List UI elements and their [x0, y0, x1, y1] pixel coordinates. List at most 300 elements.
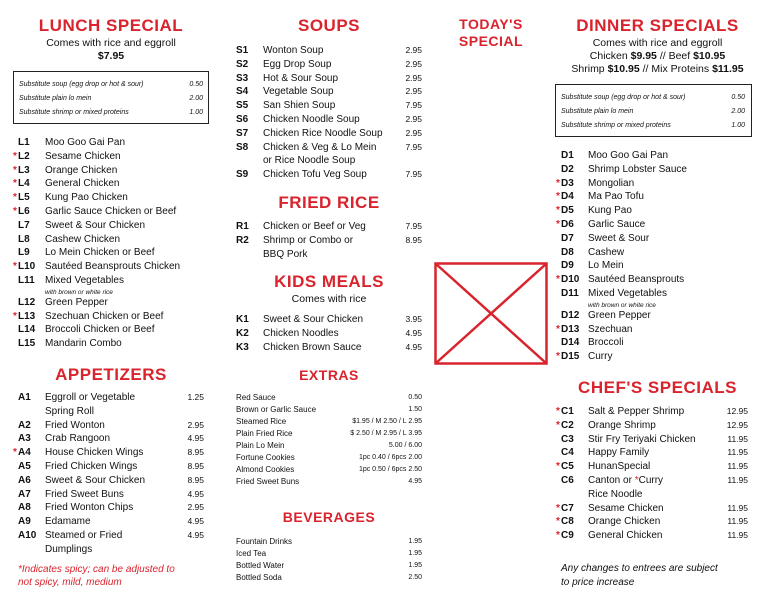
menu-item-row: [18, 419, 204, 433]
extra-price: 5.00 / 6.00: [388, 442, 422, 449]
item-name: [45, 136, 208, 150]
menu-item-row: [236, 313, 422, 327]
item-code-text: A4: [18, 447, 31, 459]
item-code-text: S2: [236, 58, 249, 70]
item-name: [588, 323, 756, 337]
item-price: 4.95: [187, 433, 204, 444]
item-price: 7.95: [405, 169, 422, 180]
extra-name: Plain Lo Mein: [236, 441, 285, 450]
item-code: [561, 309, 588, 323]
extra-row: [236, 416, 422, 428]
item-code-text: K2: [236, 327, 249, 339]
extra-row: [236, 404, 422, 416]
item-code-text: R2: [236, 234, 249, 246]
kids-subtitle: Comes with rice: [291, 293, 367, 305]
spicy-star: *: [13, 310, 17, 322]
item-code: [561, 446, 588, 460]
menu-item-row: [556, 502, 748, 516]
lunch-sub-row: Substitute soup (egg drop or hot & sour) 0.50: [19, 81, 203, 88]
menu-item-row: [18, 391, 204, 419]
menu-item-row: [18, 488, 204, 502]
item-name: [45, 474, 187, 488]
spicy-star: *: [556, 461, 560, 473]
item-code-text: L10: [18, 261, 36, 273]
menu-item-row: [556, 323, 756, 337]
item-price: 2.95: [405, 72, 422, 83]
item-name-text: House Chicken Wings: [45, 447, 144, 459]
item-code-text: L11: [18, 275, 35, 286]
menu-item-row: [18, 515, 204, 529]
item-code: [561, 433, 588, 447]
item-name-text: Fried Wonton Chips: [45, 502, 134, 514]
item-code: [236, 234, 263, 262]
item-name: [588, 204, 756, 218]
item-code-text: D11: [561, 288, 579, 299]
item-name-text: Crab Rangoon: [45, 433, 111, 445]
item-price: 12.95: [726, 419, 748, 430]
item-code: [236, 72, 263, 86]
menu-item-row: [18, 432, 204, 446]
item-name: [588, 232, 756, 246]
item-name-text: Chicken & Veg & Lo Mein: [263, 141, 377, 153]
spicy-star: *: [13, 447, 17, 459]
item-name-text: Chicken Noodles: [263, 327, 339, 339]
extra-name: Fortune Cookies: [236, 453, 295, 462]
spicy-star: *: [556, 419, 560, 431]
item-code: [556, 323, 588, 337]
item-name: [263, 220, 405, 234]
spicy-star: *: [556, 406, 560, 417]
item-code-text: C5: [561, 461, 574, 473]
item-name-line2: Spring Roll: [45, 405, 94, 417]
item-name: [45, 515, 187, 529]
item-code-text: A2: [18, 419, 31, 431]
beverages-title: BEVERAGES: [282, 509, 376, 525]
spicy-star: *: [556, 205, 560, 217]
item-name: [263, 313, 405, 327]
item-name-text: Curry: [588, 351, 613, 363]
extra-name: Iced Tea: [236, 549, 267, 558]
dinner-price-line1: Chicken $9.95 // Beef $10.95: [589, 50, 726, 62]
menu-item-row: [236, 72, 422, 86]
item-code-text: L15: [18, 338, 36, 350]
item-code-text: L2: [18, 150, 30, 162]
extra-name: Brown or Garlic Sauce: [236, 405, 317, 414]
item-code-text: S5: [236, 100, 249, 112]
item-price: 2.95: [405, 45, 422, 55]
item-code-text: K1: [236, 314, 249, 325]
item-price: 7.95: [405, 221, 422, 231]
menu-item-row: [556, 350, 756, 364]
item-name-text: Mixed Vegetables: [45, 275, 124, 286]
item-price: 11.95: [727, 516, 748, 527]
menu-item-row: [561, 446, 748, 460]
item-name-text: Orange Chicken: [588, 516, 661, 528]
item-name: [588, 190, 756, 204]
menu-item-row: [561, 433, 748, 447]
item-code: [236, 113, 263, 127]
item-code: [13, 260, 45, 274]
item-code: [561, 246, 588, 260]
lunch-price: $7.95: [97, 50, 125, 62]
item-code: [236, 58, 263, 72]
item-name-line2: Rice Noodle: [588, 488, 643, 500]
item-name-text: Sesame Chicken: [588, 502, 664, 514]
item-name-text: Chicken Brown Sauce: [263, 341, 362, 353]
item-name: [263, 127, 405, 141]
item-code-text: C3: [561, 433, 574, 445]
item-code-text: L5: [18, 192, 30, 204]
item-name: [45, 460, 187, 474]
item-price: 11.95: [727, 433, 748, 444]
extra-price: 1.95: [408, 538, 422, 545]
item-name-text: Ma Pao Tofu: [588, 191, 644, 203]
item-code: [18, 233, 45, 247]
spicy-star: *: [556, 530, 560, 542]
menu-item-row: [236, 141, 422, 169]
extra-row: [236, 452, 422, 464]
menu-item-row: [13, 260, 208, 274]
item-name-line2: Dumplings: [45, 543, 93, 555]
item-price: 7.95: [405, 100, 422, 111]
menu-item-row: [18, 296, 208, 310]
item-code-text: D8: [561, 246, 574, 258]
extra-price: 4.95: [408, 478, 422, 485]
item-name: [588, 446, 727, 460]
item-name: [588, 515, 727, 529]
menu-item-row: [236, 220, 422, 234]
item-code-text: D9: [561, 260, 574, 272]
item-name: [588, 350, 756, 364]
spicy-star: *: [556, 274, 560, 286]
dinner-price-line2: Shrimp $10.95 // Mix Proteins $11.95: [571, 63, 744, 75]
menu-item-row: [556, 273, 756, 287]
item-code-text: C8: [561, 516, 574, 528]
item-name: [588, 246, 756, 260]
item-name: [263, 44, 405, 58]
item-code-text: L6: [18, 206, 30, 217]
extra-name: Bottled Water: [236, 561, 285, 570]
item-name-text: Broccoli Chicken or Beef: [45, 324, 155, 336]
menu-item-row: [18, 474, 204, 488]
menu-item-row: [561, 336, 756, 350]
item-code-text: S4: [236, 86, 249, 98]
menu-item-row: [13, 150, 208, 164]
extra-price: 2.50: [408, 574, 422, 581]
menu-item-row: [236, 168, 422, 182]
item-name-text: Sweet & Sour Chicken: [45, 474, 146, 486]
item-name: [45, 219, 208, 233]
item-price: 4.95: [405, 341, 422, 352]
item-name-text: Steamed or Fried: [45, 530, 123, 541]
item-code-text: D1: [561, 150, 574, 161]
item-code-text: L3: [18, 164, 30, 176]
item-name-text: Garlic Sauce Chicken or Beef: [45, 206, 177, 217]
item-name-text: Moo Goo Gai Pan: [588, 150, 669, 161]
chefs-title: CHEF'S SPECIALS: [578, 378, 737, 397]
menu-item-row: [556, 204, 756, 218]
spicy-note-line1: *Indicates spicy; can be adjusted to: [18, 564, 175, 575]
item-name-text: Cashew Chicken: [45, 233, 121, 245]
item-code-text: D14: [561, 337, 580, 349]
item-code: [236, 99, 263, 113]
item-name-text: Lo Mein Chicken or Beef: [45, 247, 155, 259]
item-price: 11.95: [727, 475, 748, 485]
item-name: [588, 149, 756, 163]
item-name-text: Mandarin Combo: [45, 338, 122, 350]
menu-item-row: [556, 529, 748, 543]
item-code: [556, 460, 588, 474]
item-code-text: C7: [561, 502, 574, 514]
item-code-text: L1: [18, 137, 30, 148]
item-code-text: A1: [18, 392, 31, 403]
menu-item-row: [561, 309, 756, 323]
placeholder-image-icon: [434, 262, 548, 365]
spicy-star: *: [13, 261, 17, 273]
fried-rice-title: FRIED RICE: [278, 193, 380, 212]
item-name: [588, 309, 756, 323]
spicy-star: *: [556, 219, 560, 230]
item-code-text: D7: [561, 232, 574, 244]
item-code-text: L12: [18, 296, 36, 308]
menu-item-row: [18, 219, 208, 233]
item-price: 12.95: [726, 406, 748, 416]
item-name: [263, 168, 405, 182]
item-code: [236, 141, 263, 169]
menu-item-row: [18, 136, 208, 150]
extra-price: $ 2.50 / M 2.95 / L 3.95: [350, 430, 422, 437]
item-name-text: Szechuan: [588, 323, 633, 335]
item-note: with brown or white rice: [588, 301, 656, 309]
spicy-star: *: [13, 178, 17, 190]
item-code: [236, 127, 263, 141]
extra-name: Red Sauce: [236, 393, 276, 402]
item-name-text: Sweet & Sour: [588, 232, 650, 244]
item-price: 11.95: [727, 447, 748, 458]
item-code: [556, 502, 588, 516]
item-price: 8.95: [187, 447, 204, 458]
item-code-text: C1: [561, 406, 574, 417]
menu-item-row: [556, 460, 748, 474]
item-name: [263, 85, 405, 99]
menu-item-row: [18, 460, 204, 474]
item-name-text: Fried Wonton: [45, 419, 105, 431]
item-code: [18, 460, 45, 474]
menu-item-row: [556, 419, 748, 433]
item-code-text: D13: [561, 323, 580, 335]
item-name: [588, 474, 727, 502]
menu-item-row: [561, 163, 756, 177]
item-name-text: Kung Pao: [588, 205, 632, 217]
menu-item-row: [236, 85, 422, 99]
item-name: [263, 58, 405, 72]
item-name-text: Sesame Chicken: [45, 150, 121, 162]
menu-item-row: [18, 337, 208, 351]
item-name: [45, 391, 187, 419]
extra-row: [236, 548, 422, 560]
item-code-text: S6: [236, 114, 249, 125]
item-code: [556, 405, 588, 419]
spicy-star: *: [556, 177, 560, 189]
item-code: [13, 164, 45, 178]
item-name-text: Mongolian: [588, 177, 635, 189]
item-name: [588, 218, 756, 232]
item-code-text: C9: [561, 530, 574, 542]
item-code-text: D2: [561, 163, 574, 175]
item-name: [45, 419, 187, 433]
item-name: [45, 529, 187, 557]
item-name-text: Canton or: [588, 475, 635, 486]
item-name-text: Cashew: [588, 246, 625, 258]
item-code: [18, 246, 45, 260]
item-name-text: Kung Pao Chicken: [45, 192, 128, 204]
item-name-text: Garlic Sauce: [588, 219, 646, 230]
item-name: [588, 177, 756, 191]
extra-name: Fried Sweet Buns: [236, 477, 300, 486]
item-price: 11.95: [727, 461, 748, 472]
item-code: [18, 219, 45, 233]
item-name: [263, 341, 405, 355]
item-code-text: A9: [18, 516, 31, 528]
extra-price: 1.95: [408, 562, 422, 569]
item-name-line2: BBQ Pork: [263, 248, 308, 260]
extra-row: [236, 464, 422, 476]
menu-item-row: [13, 205, 208, 219]
spicy-star: *: [556, 516, 560, 528]
item-code-text: L8: [18, 233, 30, 245]
item-name: [588, 273, 756, 287]
item-name-text: Fried Sweet Buns: [45, 488, 124, 500]
extra-row: [236, 428, 422, 440]
item-name: [45, 488, 187, 502]
menu-item-row: [556, 190, 756, 204]
item-name-text: Sautéed Beansprouts Chicken: [45, 261, 181, 273]
item-name-text: Fried Chicken Wings: [45, 461, 138, 472]
spicy-note-line2: not spicy, mild, medium: [18, 577, 122, 588]
item-code-text: S8: [236, 141, 249, 153]
item-name: [588, 460, 727, 474]
item-code: [236, 168, 263, 182]
item-name: [45, 191, 208, 205]
item-name-text: Orange Shrimp: [588, 419, 656, 431]
item-code: [13, 177, 45, 191]
item-code-text: A3: [18, 433, 31, 445]
item-code-text: D12: [561, 309, 580, 321]
extra-price: 0.50: [408, 394, 422, 401]
item-code-text: S7: [236, 127, 249, 139]
item-name-text: Egg Drop Soup: [263, 58, 332, 70]
item-name: [45, 501, 187, 515]
item-name-text: Stir Fry Teriyaki Chicken: [588, 433, 696, 445]
item-code: [561, 149, 588, 163]
spicy-star: *: [556, 323, 560, 335]
item-name: [45, 432, 187, 446]
item-code: [556, 204, 588, 218]
item-name-text: Shrimp or Combo or: [263, 234, 354, 246]
extra-name: Bottled Soda: [236, 573, 282, 582]
todays-special-line2: SPECIAL: [458, 33, 524, 49]
item-code: [561, 474, 588, 502]
extra-row: [236, 392, 422, 404]
menu-item-row: [18, 501, 204, 515]
menu-item-row: [556, 177, 756, 191]
menu-item-row: [18, 246, 208, 260]
item-code-text: D15: [561, 351, 580, 363]
item-name-text: Moo Goo Gai Pan: [45, 137, 126, 148]
item-code-text: D10: [561, 274, 580, 286]
extra-price: $1.95 / M 2.50 / L 2.95: [352, 418, 422, 425]
kids-title: KIDS MEALS: [274, 272, 384, 291]
dinner-sub-row: Substitute shrimp or mixed proteins 1.00: [561, 122, 745, 129]
price-change-note-line2: to price increase: [561, 577, 635, 588]
item-code: [13, 150, 45, 164]
item-code: [13, 191, 45, 205]
item-code: [18, 515, 45, 529]
item-code: [561, 163, 588, 177]
item-name-text: Chicken Tofu Veg Soup: [263, 169, 367, 181]
todays-special-title: [436, 16, 546, 50]
item-code: [236, 220, 263, 234]
item-code: [561, 336, 588, 350]
item-name: [45, 177, 208, 191]
item-code-text: D6: [561, 219, 574, 230]
item-name: [588, 259, 756, 273]
item-name-text: Broccoli: [588, 337, 624, 349]
item-name: [263, 234, 405, 262]
item-code-text: L7: [18, 219, 30, 231]
item-name-text: Curry: [638, 475, 664, 486]
item-name-text: Wonton Soup: [263, 45, 324, 56]
item-code: [18, 432, 45, 446]
item-name: [588, 163, 756, 177]
item-code-text: L13: [18, 310, 36, 322]
menu-item-row: [236, 44, 422, 58]
item-name-text: Green Pepper: [588, 309, 651, 321]
menu-item-row: [556, 405, 748, 419]
extra-row: [236, 476, 422, 488]
item-name-text: Sweet & Sour Chicken: [45, 219, 146, 231]
menu-item-row: [13, 446, 204, 460]
item-name-text: Eggroll or Vegetable: [45, 392, 136, 403]
menu-item-row: [13, 191, 208, 205]
item-name: [45, 323, 208, 337]
extra-name: Almond Cookies: [236, 465, 295, 474]
menu-item-row: [236, 127, 422, 141]
item-name-text: Lo Mein: [588, 260, 624, 272]
item-name: [45, 150, 208, 164]
lunch-title: LUNCH SPECIAL: [38, 16, 184, 35]
item-code-text: A10: [18, 530, 37, 541]
soups-title: SOUPS: [297, 16, 361, 35]
menu-item-row: [561, 246, 756, 260]
menu-item-row: [556, 218, 756, 232]
item-name: [588, 529, 727, 543]
item-price: 8.95: [187, 461, 204, 471]
item-code-text: C6: [561, 475, 574, 486]
menu-item-row: [18, 233, 208, 247]
item-name: [45, 246, 208, 260]
item-price: 8.95: [405, 234, 422, 245]
lunch-subtitle: Comes with rice and eggroll: [46, 37, 176, 49]
menu-item-row: [13, 164, 208, 178]
menu-item-row: [236, 327, 422, 341]
item-name: [45, 164, 208, 178]
item-price: 4.95: [405, 327, 422, 338]
item-name-text: Chicken or Beef or Veg: [263, 221, 366, 232]
item-price: 3.95: [405, 314, 422, 324]
item-code: [561, 232, 588, 246]
item-name: [588, 336, 756, 350]
